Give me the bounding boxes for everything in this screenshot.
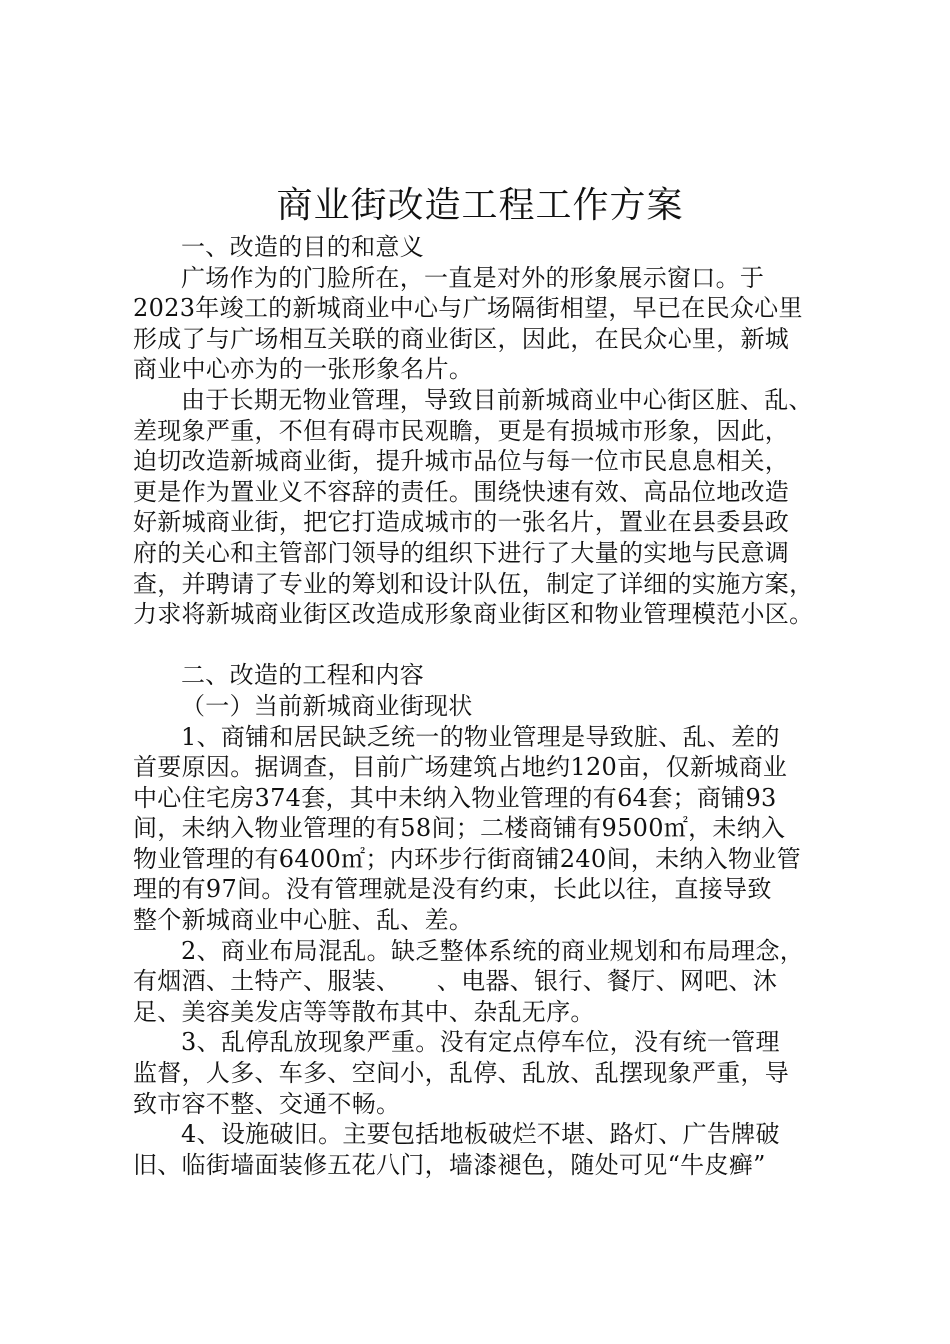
paragraph-line: 间，未纳入物业管理的有58间；二楼商铺有9500㎡，未纳入 (133, 814, 786, 843)
paragraph-line: 更是作为置业义不容辞的责任。围绕快速有效、高品位地改造 (133, 477, 790, 506)
paragraph-line: 差现象严重，不但有碍市民观瞻，更是有损城市形象，因此， (133, 416, 790, 445)
paragraph-gap (133, 630, 838, 661)
paragraph-line: 商业中心亦为的一张形象名片。 (133, 355, 474, 384)
paragraph-line: 查，并聘请了专业的筹划和设计队伍，制定了详细的实施方案， (133, 569, 814, 598)
paragraph-line: 物业管理的有6400㎡；内环步行街商铺240间，未纳入物业管 (133, 844, 801, 873)
paragraph-line: 旧、临街墙面装修五花八门，墙漆褪色，随处可见“牛皮癣” (133, 1150, 766, 1179)
paragraph-line: 形成了与广场相互关联的商业街区，因此，在民众心里，新城 (133, 324, 790, 353)
subsection-heading: （一）当前新城商业街现状 (181, 691, 473, 720)
paragraph-line: 2、商业布局混乱。缺乏整体系统的商业规划和布局理念， (181, 936, 805, 965)
section-heading: 一、改造的目的和意义 (181, 233, 424, 261)
paragraph-line: 1、商铺和居民缺乏统一的物业管理是导致脏、乱、差的 (181, 722, 780, 751)
paragraph-line: 好新城商业街，把它打造成城市的一张名片，置业在县委县政 (133, 508, 790, 537)
paragraph-line: 中心住宅房374套，其中未纳入物业管理的有64套；商铺93 (133, 783, 777, 812)
document-body (133, 232, 838, 1180)
paragraph-line: 有烟酒、土特产、服装、 、电器、银行、餐厅、网吧、沐 (133, 967, 778, 996)
paragraph-line: 监督，人多、车多、空间小，乱停、乱放、乱摆现象严重，导 (133, 1059, 790, 1088)
paragraph-line: 力求将新城商业街区改造成形象商业街区和物业管理模范小区。 (133, 600, 814, 629)
document-title: 商业街改造工程工作方案 (276, 185, 684, 226)
paragraph-line: 迫切改造新城商业街，提升城市品位与每一位市民息息相关， (133, 447, 790, 476)
section-heading: 二、改造的工程和内容 (181, 661, 424, 690)
paragraph-line: 3、乱停乱放现象严重。没有定点停车位，没有统一管理 (181, 1028, 780, 1057)
paragraph-line: 致市容不整、交通不畅。 (133, 1089, 401, 1118)
paragraph-line: 由于长期无物业管理，导致目前新城商业中心街区脏、乱、 (181, 385, 813, 414)
paragraph-line: 整个新城商业中心脏、乱、差。 (133, 906, 474, 935)
paragraph-line: 2023年竣工的新城商业中心与广场隔街相望，早已在民众心里 (133, 294, 803, 323)
paragraph-line: 首要原因。据调查，目前广场建筑占地约120亩，仅新城商业 (133, 753, 788, 782)
paragraph-line: 足、美容美发店等等散布其中、杂乱无序。 (133, 997, 595, 1026)
paragraph-line: 理的有97间。没有管理就是没有约束，长此以往，直接导致 (133, 875, 772, 904)
paragraph-line: 府的关心和主管部门领导的组织下进行了大量的实地与民意调 (133, 538, 790, 567)
paragraph-line: 广场作为的门脸所在，一直是对外的形象展示窗口。于 (181, 263, 765, 292)
paragraph-line: 4、设施破旧。主要包括地板破烂不堪、路灯、广告牌破 (181, 1120, 780, 1149)
